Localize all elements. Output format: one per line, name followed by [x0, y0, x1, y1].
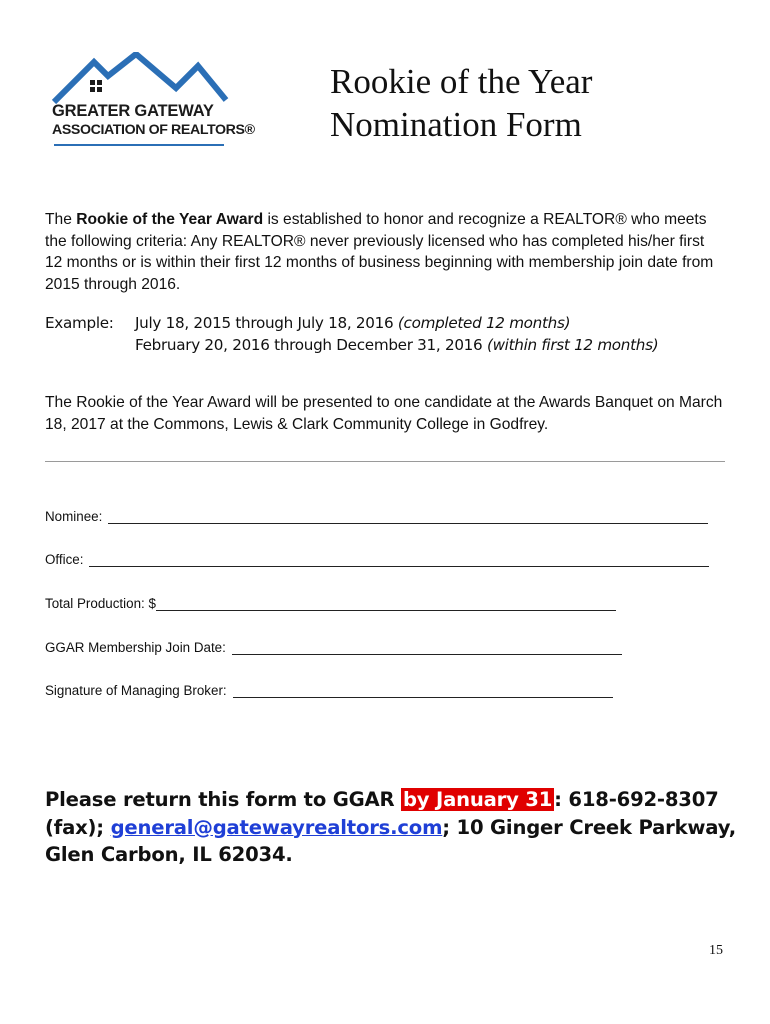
example-2-text: February 20, 2016 through December 31, 2016	[135, 336, 487, 354]
page-number: 15	[709, 943, 723, 958]
join-date-field[interactable]	[232, 639, 622, 655]
intro-paragraph	[45, 209, 725, 295]
nominee-label: Nominee:	[45, 509, 103, 524]
example-row-2	[45, 334, 658, 356]
production-label: Total Production: $	[45, 596, 156, 611]
production-row	[45, 595, 616, 611]
example-row-1	[45, 312, 658, 334]
example-1-note: (completed 12 months)	[397, 314, 571, 332]
presentation-paragraph: The Rookie of the Year Award will be presented to one candidate at the Awards Banquet on March 18, 2017 at the Commons, Lewis & Clark Community College in Godfrey.	[45, 394, 723, 433]
example-block	[45, 312, 658, 356]
return-part-1: Please return this form to GGAR	[45, 788, 401, 811]
deadline-highlight: by January 31	[402, 788, 553, 811]
production-field[interactable]	[156, 595, 616, 611]
logo-line-1: GREATER GATEWAY	[52, 102, 214, 120]
logo-line-2: ASSOCIATION OF REALTORS®	[52, 122, 255, 138]
intro-after: is established to honor and recognize a REALTOR® who meets the following criteria: Any REALTOR® never previously licensed who has completed his/her first 12 months or is within their first 12 months of business beginning with membership join date from 2015 through 2016.	[45, 211, 714, 293]
signature-row	[45, 682, 613, 698]
example-1-text: July 18, 2015 through July 18, 2016	[135, 314, 398, 332]
intro-before: The	[45, 211, 77, 228]
logo-underline	[54, 144, 224, 146]
email-link[interactable]: general@gatewayrealtors.com	[110, 815, 443, 839]
form-title	[330, 60, 592, 146]
title-line-2: Nomination Form	[330, 105, 582, 144]
join-date-label: GGAR Membership Join Date:	[45, 640, 226, 655]
award-name: Rookie of the Year Award	[76, 211, 264, 228]
signature-field[interactable]	[233, 682, 613, 698]
nominee-row	[45, 508, 708, 524]
divider	[45, 461, 725, 462]
office-field[interactable]	[89, 551, 709, 567]
signature-label: Signature of Managing Broker:	[45, 683, 227, 698]
office-row	[45, 551, 709, 567]
example-2-note: (within first 12 months)	[486, 336, 659, 354]
return-part-2: : 618-692-8307 (fax);	[45, 788, 719, 839]
nominee-field[interactable]	[108, 508, 708, 524]
office-label: Office:	[45, 552, 84, 567]
example-label: Example:	[45, 314, 114, 332]
return-part-3: ; 10 Ginger Creek Parkway, Glen Carbon, IL 62034.	[45, 815, 737, 866]
return-instructions	[45, 786, 745, 869]
join-date-row	[45, 639, 622, 655]
association-logo	[48, 52, 255, 152]
title-line-1: Rookie of the Year	[330, 62, 593, 101]
